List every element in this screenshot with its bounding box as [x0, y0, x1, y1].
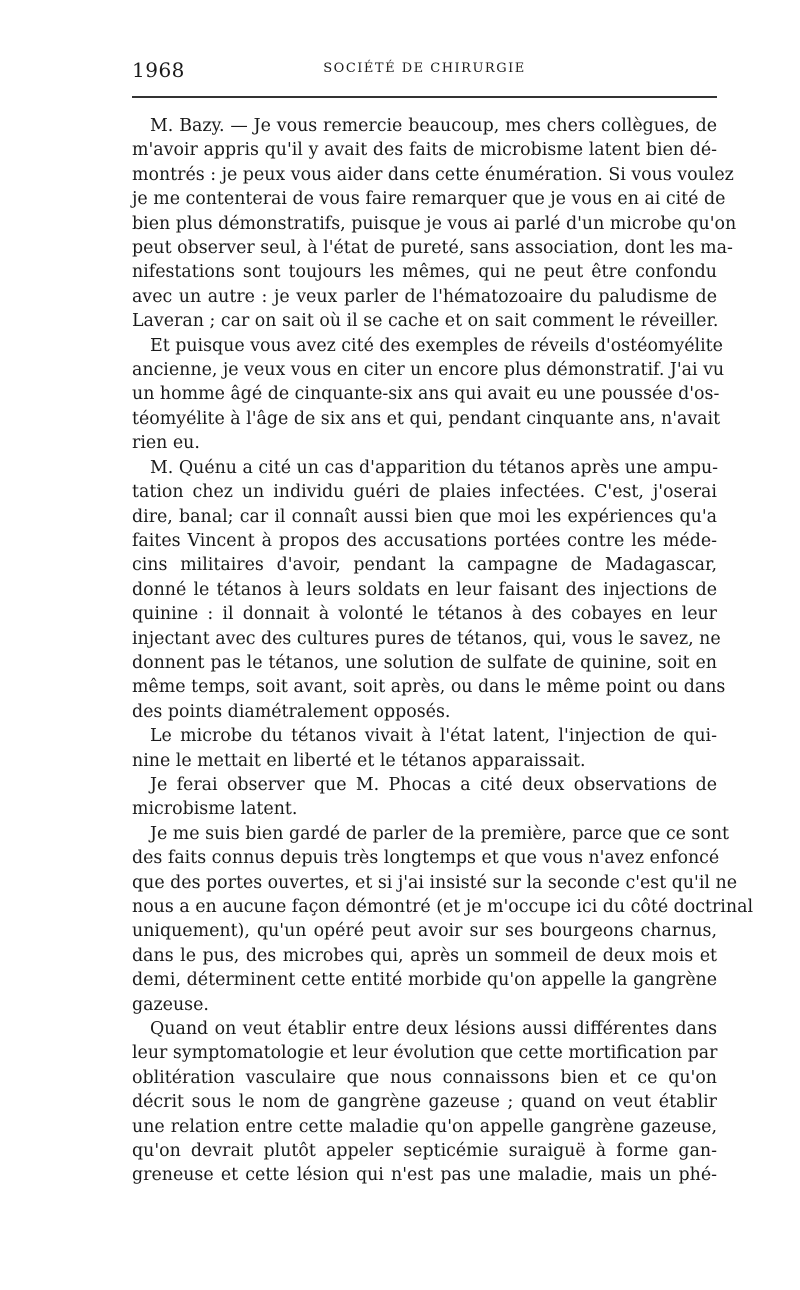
text-line: ancienne, je veux vous en citer un encore plus démonstratif. J'ai vu: [132, 360, 725, 381]
text-line: un homme âgé de cinquante-six ans qui avait eu une poussée d'os-: [132, 384, 720, 405]
text-line: M. Bazy. — Je vous remercie beaucoup, mes chers collègues, de: [150, 116, 717, 136]
running-title: SOCIÉTÉ DE CHIRURGIE: [323, 61, 526, 76]
text-line: m'avoir appris qu'il y avait des faits de microbisme latent bien dé-: [132, 140, 717, 161]
page-header: [132, 58, 717, 82]
text-line: microbisme latent.: [132, 799, 298, 820]
text-line: injectant avec des cultures pures de tétanos, qui, vous le savez, ne: [132, 628, 721, 649]
text-line: peut observer seul, à l'état de pureté, sans association, dont les ma-: [132, 238, 733, 259]
text-line: même temps, soit avant, soit après, ou dans le même point ou dans: [132, 677, 726, 698]
text-line: dans le pus, des microbes qui, après un sommeil de deux mois et: [132, 945, 717, 966]
text-line: Laveran ; car on sait où il se cache et on sait comment le réveiller.: [132, 311, 719, 332]
paragraph: [132, 724, 717, 773]
text-line: Je ferai observer que M. Phocas a cité deux observations de: [150, 774, 717, 795]
paragraph: [132, 822, 754, 1017]
paragraph: [132, 1017, 717, 1188]
text-line: uniquement), qu'un opéré peut avoir sur ses bourgeons charnus,: [132, 921, 717, 942]
text-line: quinine : il donnait à volonté le tétanos à des cobayes en leur: [132, 604, 717, 625]
text-line: donnent pas le tétanos, une solution de sulfate de quinine, soit en: [132, 652, 717, 673]
text-line: faites Vincent à propos des accusations portées contre les méde-: [132, 530, 717, 551]
paragraph: [132, 773, 717, 822]
text-line: M. Quénu a cité un cas d'apparition du tétanos après une ampu-: [150, 457, 719, 478]
text-line: Quand on veut établir entre deux lésions aussi différentes dans: [150, 1019, 717, 1040]
text-line: avec un autre : je veux parler de l'hématozoaire du paludisme de: [132, 286, 717, 307]
text-line: Le microbe du tétanos vivait à l'état latent, l'injection de qui-: [150, 726, 717, 747]
text-line: rien eu.: [132, 433, 200, 454]
text-line: greneuse et cette lésion qui n'est pas une maladie, mais un phé-: [132, 1165, 717, 1186]
text-line: nous a en aucune façon démontré (et je m'occupe ici du côté doctrinal: [132, 897, 754, 917]
text-line: une relation entre cette maladie qu'on appelle gangrène gazeuse,: [132, 1116, 717, 1137]
text-line: téomyélite à l'âge de six ans et qui, pendant cinquante ans, n'avait: [132, 408, 721, 429]
text-line: oblitération vasculaire que nous connaissons bien et ce qu'on: [132, 1067, 717, 1088]
text-line: qu'on devrait plutôt appeler septicémie suraiguë à forme gan-: [132, 1141, 717, 1162]
paragraph: [132, 456, 726, 724]
text-line: gazeuse.: [132, 994, 209, 1015]
text-line: tation chez un individu guéri de plaies infectées. C'est, j'oserai: [132, 482, 717, 503]
text-line: Je me suis bien gardé de parler de la première, parce que ce sont: [150, 823, 730, 844]
paragraph: [132, 114, 737, 334]
text-line: je me contenterai de vous faire remarquer que je vous en ai cité de: [132, 189, 726, 210]
paragraph: [132, 334, 725, 456]
text-line: montrés : je peux vous aider dans cette énumération. Si vous voulez: [132, 164, 734, 185]
text-line: Et puisque vous avez cité des exemples de réveils d'ostéomyélite: [150, 335, 723, 356]
text-line: des faits connus depuis très longtemps et que vous n'avez enfoncé: [132, 848, 720, 869]
text-line: leur symptomatologie et leur évolution que cette mortification par: [132, 1043, 718, 1064]
page-number: 1968: [132, 58, 185, 82]
text-line: bien plus démonstratifs, puisque je vous ai parlé d'un microbe qu'on: [132, 213, 737, 234]
text-line: des points diamétralement opposés.: [132, 701, 451, 722]
text-line: que des portes ouvertes, et si j'ai insisté sur la seconde c'est qu'il ne: [132, 872, 737, 893]
text-line: cins militaires d'avoir, pendant la campagne de Madagascar,: [132, 555, 717, 576]
text-line: demi, déterminent cette entité morbide qu'on appelle la gangrène: [132, 970, 717, 991]
text-line: dire, banal; car il connaît aussi bien que moi les expériences qu'a: [132, 506, 717, 527]
text-line: nifestations sont toujours les mêmes, qui ne peut être confondu: [132, 262, 717, 283]
header-rule: [132, 96, 717, 98]
text-line: nine le mettait en liberté et le tétanos apparaissait.: [132, 750, 586, 771]
text-line: donné le tétanos à leurs soldats en leur faisant des injections de: [132, 579, 717, 600]
text-line: décrit sous le nom de gangrène gazeuse ; quand on veut établir: [132, 1092, 717, 1113]
body-text: [132, 114, 754, 1188]
